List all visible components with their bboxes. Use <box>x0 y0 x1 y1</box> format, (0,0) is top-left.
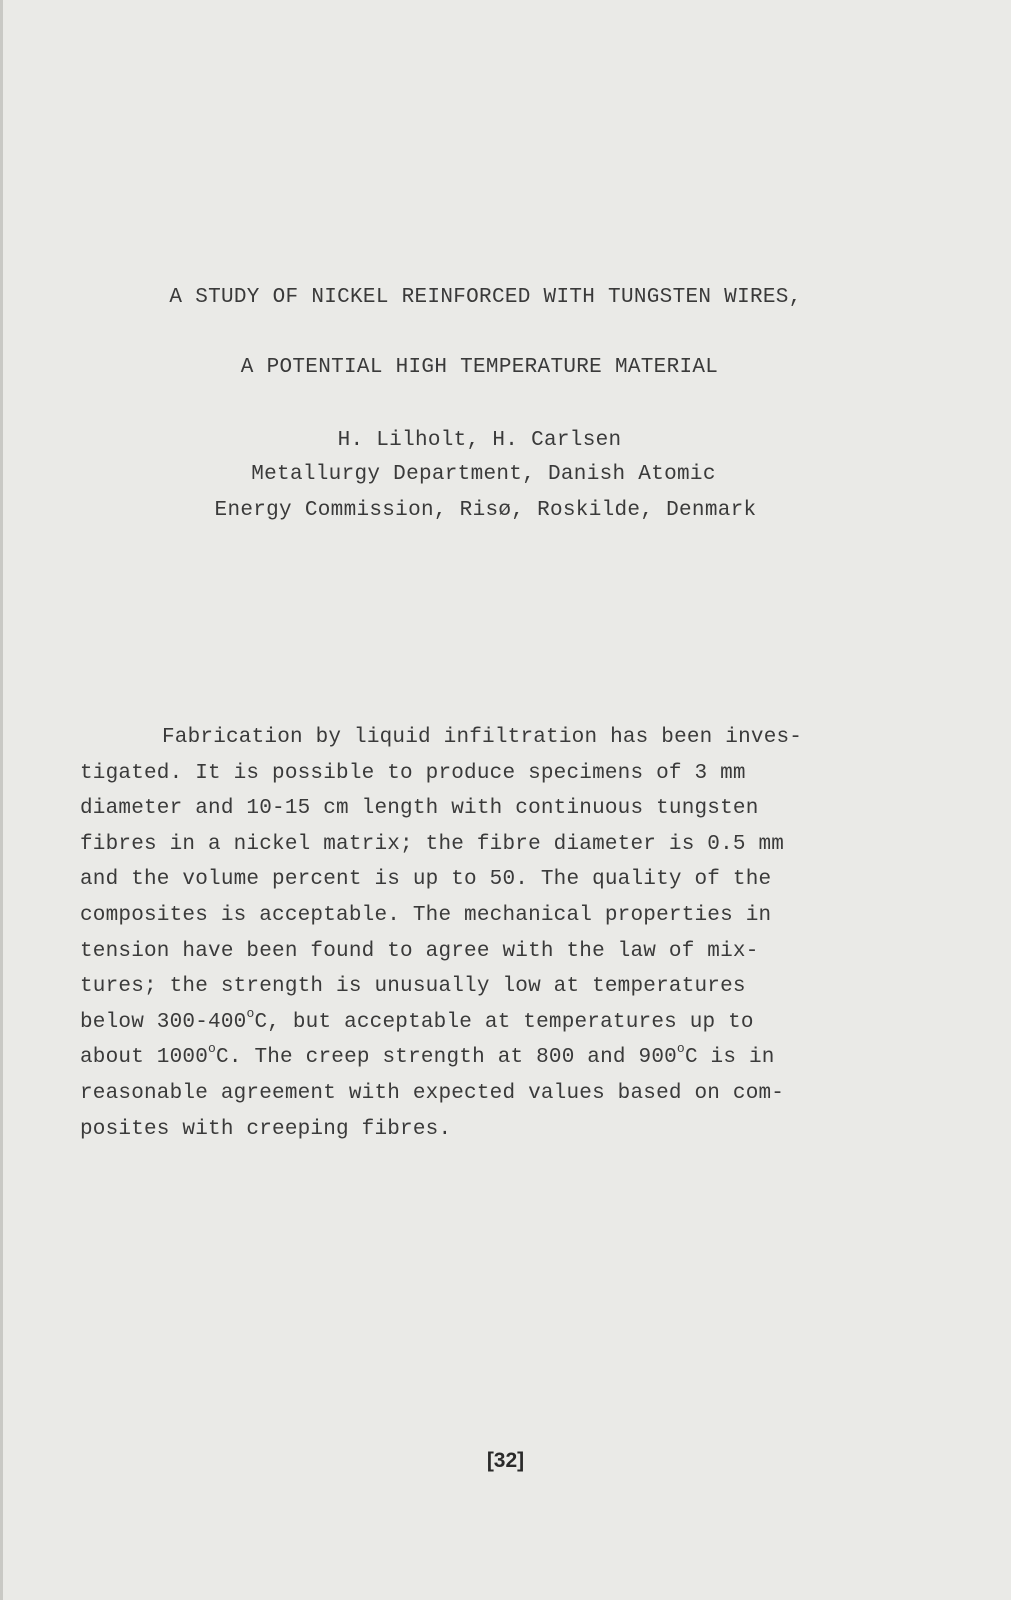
abstract-line <box>80 1040 880 1076</box>
abstract-line: fibres in a nickel matrix; the fibre diameter is 0.5 mm <box>80 832 785 856</box>
affiliation-line-2: Energy Commission, Risø, Roskilde, Denmark <box>214 499 757 522</box>
abstract-line: diameter and 10-15 cm length with continuous tungsten <box>80 797 759 821</box>
degree-superscript: o <box>208 1041 217 1057</box>
abstract-paragraph <box>80 720 880 1147</box>
abstract-line: Fabrication by liquid infiltration has been inves- <box>162 726 803 749</box>
abstract-line <box>80 1005 880 1041</box>
abstract-line: tigated. It is possible to produce specimens of 3 mm <box>80 761 746 785</box>
affiliation-line-1: Metallurgy Department, Danish Atomic <box>251 463 716 486</box>
paper-title-line-1: A STUDY OF NICKEL REINFORCED WITH TUNGSTEN WIRES, <box>169 286 802 309</box>
abstract-text: about 1000 <box>80 1046 209 1070</box>
abstract-line: and the volume percent is up to 50. The quality of the <box>80 868 772 892</box>
abstract-line: composites is acceptable. The mechanical properties in <box>80 903 772 927</box>
paper-title-line-2: A POTENTIAL HIGH TEMPERATURE MATERIAL <box>240 356 719 379</box>
abstract-text: C. The creep strength at 800 and 900 <box>216 1046 677 1070</box>
degree-superscript: o <box>676 1041 685 1057</box>
abstract-text: below 300-400 <box>80 1010 247 1034</box>
abstract-line: reasonable agreement with expected values based on com- <box>80 1081 785 1105</box>
abstract-text: C, but acceptable at temperatures up to <box>254 1010 754 1034</box>
abstract-line: tures; the strength is unusually low at temperatures <box>80 975 746 999</box>
page-edge <box>0 0 3 1600</box>
degree-superscript: o <box>246 1005 255 1021</box>
abstract-line: tension have been found to agree with the law of mix- <box>80 939 759 963</box>
abstract-line: posites with creeping fibres. <box>80 1117 452 1141</box>
page-number: [32] <box>486 1449 525 1472</box>
paper-authors: H. Lilholt, H. Carlsen <box>337 429 622 452</box>
abstract-text: C is in <box>684 1046 775 1070</box>
